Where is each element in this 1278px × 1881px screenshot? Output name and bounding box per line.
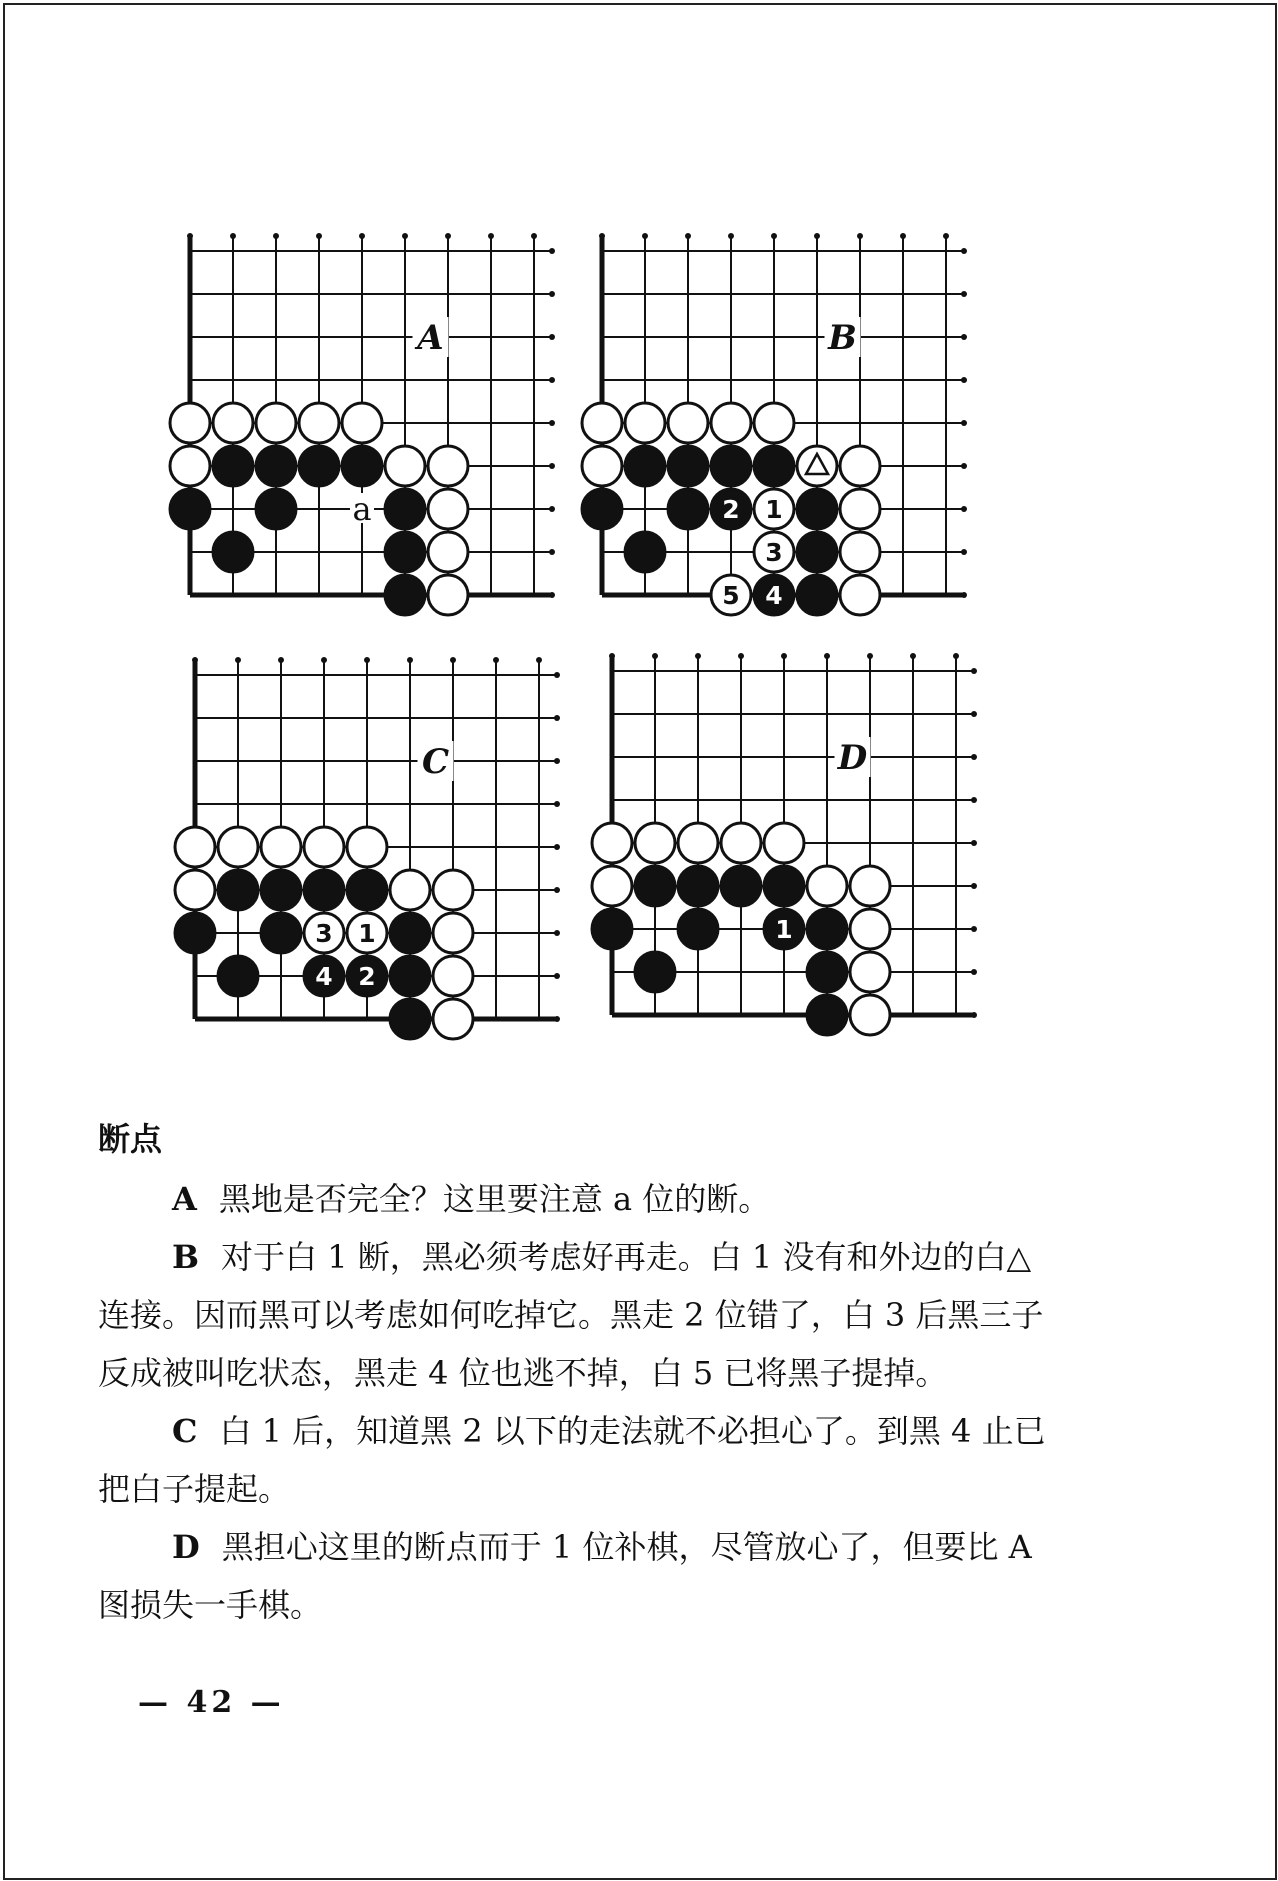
black-stone (764, 866, 804, 906)
paragraph-label: D (172, 1528, 200, 1566)
edge-dot (536, 657, 542, 663)
edge-dot (961, 506, 967, 512)
edge-dot (549, 420, 555, 426)
move-number: 1 (358, 919, 376, 948)
edge-dot (824, 653, 830, 659)
edge-dot (549, 506, 555, 512)
white-stone (433, 913, 473, 953)
black-stone (807, 952, 847, 992)
edge-dot (549, 592, 555, 598)
edge-dot (549, 248, 555, 254)
white-stone (170, 446, 210, 486)
black-stone (797, 489, 837, 529)
edge-dot (359, 233, 365, 239)
white-stone (721, 823, 761, 863)
paragraph-text: 对于白 1 断，黑必须考虑好再走。白 1 没有和外边的白 (221, 1238, 1007, 1276)
white-stone (175, 870, 215, 910)
edge-dot (192, 657, 198, 663)
white-stone (668, 403, 708, 443)
edge-dot (609, 653, 615, 659)
paragraph-d (98, 1518, 1058, 1634)
edge-dot (554, 672, 560, 678)
white-stone (582, 403, 622, 443)
move-number: 5 (722, 581, 740, 610)
white-stone (840, 532, 880, 572)
black-stone (635, 952, 675, 992)
go-diagrams (5, 5, 1275, 1105)
black-stone (213, 532, 253, 572)
edge-dot (971, 754, 977, 760)
black-stone (347, 870, 387, 910)
black-stone (678, 909, 718, 949)
paragraph-a (98, 1170, 1058, 1228)
edge-dot (554, 973, 560, 979)
edge-dot (493, 657, 499, 663)
edge-dot (554, 758, 560, 764)
black-stone (385, 575, 425, 615)
diagram-label: D (837, 738, 868, 778)
black-stone (635, 866, 675, 906)
edge-dot (316, 233, 322, 239)
black-stone (256, 446, 296, 486)
white-stone (256, 403, 296, 443)
edge-dot (943, 233, 949, 239)
white-stone (299, 403, 339, 443)
edge-dot (549, 291, 555, 297)
white-stone (428, 575, 468, 615)
edge-dot (857, 233, 863, 239)
edge-dot (278, 657, 284, 663)
white-stone (213, 403, 253, 443)
edge-dot (531, 233, 537, 239)
paragraph-text: 黑地是否完全？这里要注意 a 位的断。 (218, 1180, 771, 1218)
white-stone (175, 827, 215, 867)
book-page (3, 3, 1277, 1880)
diagram-label: A (417, 318, 444, 358)
go-diagram-b (582, 233, 967, 615)
white-stone (764, 823, 804, 863)
edge-dot (738, 653, 744, 659)
edge-dot (961, 420, 967, 426)
white-stone (678, 823, 718, 863)
page-number: — 42 — (138, 1685, 285, 1720)
black-stone (678, 866, 718, 906)
move-number: 4 (315, 962, 333, 991)
edge-dot (971, 883, 977, 889)
edge-dot (685, 233, 691, 239)
go-diagram-c (175, 657, 560, 1039)
edge-dot (554, 887, 560, 893)
edge-dot (554, 801, 560, 807)
edge-dot (728, 233, 734, 239)
white-stone (625, 403, 665, 443)
white-stone (433, 999, 473, 1039)
white-stone (170, 403, 210, 443)
white-stone (850, 952, 890, 992)
edge-dot (642, 233, 648, 239)
black-stone (668, 489, 708, 529)
edge-dot (961, 463, 967, 469)
white-stone (428, 446, 468, 486)
edge-dot (971, 926, 977, 932)
go-diagram-d (592, 653, 977, 1035)
paragraph-label: C (172, 1412, 198, 1450)
edge-dot (961, 334, 967, 340)
move-number: 2 (358, 962, 376, 991)
paragraph-b (98, 1228, 1058, 1402)
edge-dot (781, 653, 787, 659)
diagram-label: B (828, 318, 857, 358)
paragraph-c (98, 1402, 1058, 1518)
black-stone (261, 913, 301, 953)
black-stone (218, 870, 258, 910)
black-stone (385, 532, 425, 572)
edge-dot (814, 233, 820, 239)
white-stone (390, 870, 430, 910)
black-stone (256, 489, 296, 529)
edge-dot (599, 233, 605, 239)
go-diagram-a (170, 233, 555, 615)
section-title: 断点 (98, 1120, 163, 1158)
edge-dot (971, 711, 977, 717)
edge-dot (402, 233, 408, 239)
edge-dot (971, 969, 977, 975)
black-stone (218, 956, 258, 996)
edge-dot (900, 233, 906, 239)
point-mark: a (352, 490, 372, 528)
edge-dot (961, 377, 967, 383)
edge-dot (961, 291, 967, 297)
edge-dot (652, 653, 658, 659)
edge-dot (554, 844, 560, 850)
black-stone (213, 446, 253, 486)
white-stone (261, 827, 301, 867)
edge-dot (554, 930, 560, 936)
commentary (98, 1110, 1058, 1634)
edge-dot (321, 657, 327, 663)
white-stone (304, 827, 344, 867)
edge-dot (445, 233, 451, 239)
edge-dot (554, 1016, 560, 1022)
move-number: 1 (765, 495, 783, 524)
white-stone (850, 866, 890, 906)
white-stone (385, 446, 425, 486)
edge-dot (549, 334, 555, 340)
edge-dot (910, 653, 916, 659)
black-stone (754, 446, 794, 486)
black-stone (170, 489, 210, 529)
black-stone (390, 999, 430, 1039)
edge-dot (187, 233, 193, 239)
black-stone (797, 532, 837, 572)
black-stone (807, 995, 847, 1035)
paragraph-label: B (172, 1238, 200, 1276)
white-stone (754, 403, 794, 443)
edge-dot (867, 653, 873, 659)
white-stone (840, 575, 880, 615)
edge-dot (971, 797, 977, 803)
white-stone (347, 827, 387, 867)
edge-dot (273, 233, 279, 239)
white-stone (582, 446, 622, 486)
white-stone (433, 956, 473, 996)
white-stone (433, 870, 473, 910)
edge-dot (549, 463, 555, 469)
black-stone (721, 866, 761, 906)
white-stone (635, 823, 675, 863)
edge-dot (961, 248, 967, 254)
black-stone (304, 870, 344, 910)
black-stone (385, 489, 425, 529)
black-stone (625, 446, 665, 486)
white-stone (592, 823, 632, 863)
edge-dot (407, 657, 413, 663)
white-stone (850, 909, 890, 949)
black-stone (668, 446, 708, 486)
edge-dot (971, 840, 977, 846)
edge-dot (549, 549, 555, 555)
white-stone (711, 403, 751, 443)
white-stone (592, 866, 632, 906)
move-number: 3 (315, 919, 333, 948)
black-stone (299, 446, 339, 486)
white-stone (218, 827, 258, 867)
paragraph-text: 黑担心这里的断点而于 1 位补棋，尽管放心了，但要比 A 图损失一手棋。 (98, 1528, 1032, 1624)
white-stone (342, 403, 382, 443)
black-stone (390, 956, 430, 996)
move-number: 4 (765, 581, 783, 610)
edge-dot (961, 549, 967, 555)
white-stone (807, 866, 847, 906)
edge-dot (235, 657, 241, 663)
black-stone (582, 489, 622, 529)
black-stone (711, 446, 751, 486)
move-number: 2 (722, 495, 740, 524)
white-stone (428, 532, 468, 572)
edge-dot (695, 653, 701, 659)
white-stone (428, 489, 468, 529)
edge-dot (953, 653, 959, 659)
paragraph-text-cont: 连接。因而黑可以考虑如何吃掉它。黑走 2 位错了，白 3 后黑三子反成被叫吃状态，黑走 4 位也逃不掉，白 5 已将黑子提掉。 (98, 1296, 1044, 1392)
black-stone (342, 446, 382, 486)
white-stone (840, 489, 880, 529)
move-number: 1 (775, 915, 793, 944)
edge-dot (961, 592, 967, 598)
edge-dot (554, 715, 560, 721)
edge-dot (364, 657, 370, 663)
black-stone (390, 913, 430, 953)
black-stone (807, 909, 847, 949)
edge-dot (549, 377, 555, 383)
black-stone (625, 532, 665, 572)
black-stone (797, 575, 837, 615)
black-stone (175, 913, 215, 953)
edge-dot (971, 1012, 977, 1018)
edge-dot (971, 668, 977, 674)
triangle-stone-icon: △ (1006, 1238, 1032, 1276)
paragraph-label: A (172, 1180, 197, 1218)
move-number: 3 (765, 538, 783, 567)
edge-dot (488, 233, 494, 239)
edge-dot (450, 657, 456, 663)
edge-dot (230, 233, 236, 239)
black-stone (592, 909, 632, 949)
diagram-label: C (421, 742, 450, 782)
black-stone (261, 870, 301, 910)
edge-dot (771, 233, 777, 239)
white-stone (840, 446, 880, 486)
paragraph-text: 白 1 后，知道黑 2 以下的走法就不必担心了。到黑 4 止已把白子提起。 (98, 1412, 1046, 1508)
white-stone (850, 995, 890, 1035)
